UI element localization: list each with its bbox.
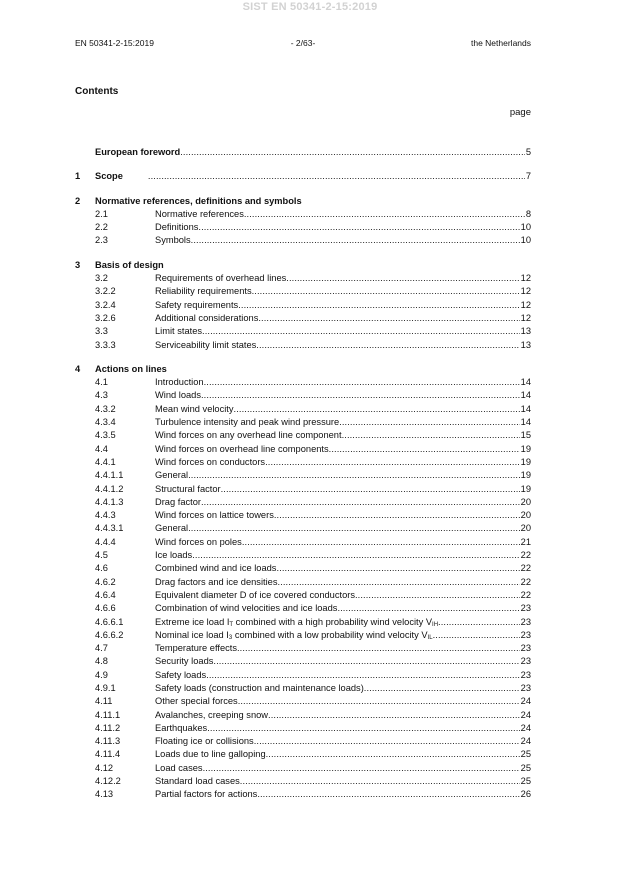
toc-title: Other special forces xyxy=(155,696,238,707)
toc-section-number: 3.3 xyxy=(95,326,108,337)
toc-leader-dots xyxy=(240,775,520,788)
toc-page-number: 13 xyxy=(520,339,531,350)
toc-title: Combination of wind velocities and ice loads xyxy=(155,603,338,614)
toc-title: Extreme ice load $I_T$ combined with a high probability wind velocity $V_{IH}$ xyxy=(155,616,439,628)
toc-section-number: 4.4.1.2 xyxy=(95,483,124,494)
toc-title: Turbulence intensity and peak wind pressure xyxy=(155,417,340,428)
toc-page-number: 20 xyxy=(520,523,531,534)
toc-leader-dots xyxy=(256,339,519,352)
toc-leader-dots xyxy=(237,642,520,655)
toc-title: Normative references xyxy=(155,208,244,219)
header-page-number: - 2/63- xyxy=(290,38,316,48)
toc-section-number: 4.8 xyxy=(95,656,108,667)
toc-entry[interactable] xyxy=(75,616,531,629)
toc-title: Nominal ice load $I_3$ combined with a low probability wind velocity $V_{IL}$ xyxy=(155,629,433,641)
toc-title: Symbols xyxy=(155,235,191,246)
toc-chapter-number: 2 xyxy=(75,195,81,206)
toc-section-number: 4.6.6 xyxy=(95,603,116,614)
toc-leader-dots xyxy=(180,146,525,159)
toc-title: Loads due to line galloping xyxy=(155,749,266,760)
toc-section-number: 4.4.1.3 xyxy=(95,496,124,507)
toc-entry[interactable] xyxy=(75,682,531,695)
toc-entry[interactable] xyxy=(75,629,531,642)
toc-title: Normative references, definitions and symbols xyxy=(95,195,302,206)
toc-entry[interactable] xyxy=(75,339,531,352)
toc-title: Standard load cases xyxy=(155,776,240,787)
toc-section-number: 4.9 xyxy=(95,669,108,680)
toc-leader-dots xyxy=(355,589,520,602)
toc-leader-dots xyxy=(286,272,519,285)
toc-section-number: 4.3.4 xyxy=(95,417,116,428)
toc-leader-dots xyxy=(265,456,520,469)
header-standard-id: EN 50341-2-15:2019 xyxy=(75,38,154,48)
toc-entry[interactable] xyxy=(75,285,531,298)
toc-leader-dots xyxy=(342,429,520,442)
toc-section-number: 4.7 xyxy=(95,643,108,654)
toc-entry[interactable] xyxy=(75,576,531,589)
toc-section-number: 4.11.4 xyxy=(95,749,121,760)
toc-title: Wind forces on lattice towers xyxy=(155,510,274,521)
toc-title: Definitions xyxy=(155,222,199,233)
toc-page-number: 24 xyxy=(520,722,531,733)
toc-page-number: 24 xyxy=(520,709,531,720)
toc-section-number: 4.6.6.2 xyxy=(95,629,124,640)
toc-entry[interactable] xyxy=(75,416,531,429)
toc-leader-dots xyxy=(257,788,519,801)
toc-section-number: 4.4.3.1 xyxy=(95,523,124,534)
toc-entry[interactable] xyxy=(75,642,531,655)
toc-page-number: 15 xyxy=(520,430,531,441)
toc-leader-dots xyxy=(203,762,520,775)
toc-page-number: 22 xyxy=(520,550,531,561)
toc-entry[interactable] xyxy=(75,669,531,682)
toc-section-number: 4.4.4 xyxy=(95,536,116,547)
toc-title: Combined wind and ice loads xyxy=(155,563,277,574)
toc-section-number: 3.2.6 xyxy=(95,312,116,323)
toc-entry[interactable] xyxy=(75,221,531,234)
toc-title: Basis of design xyxy=(95,259,164,270)
toc-leader-dots xyxy=(433,629,520,642)
toc-entry[interactable] xyxy=(75,299,531,312)
toc-title: Temperature effects xyxy=(155,643,237,654)
toc-entry[interactable] xyxy=(75,602,531,615)
toc-section-number: 4.4.1.1 xyxy=(95,470,124,481)
toc-page-number: 20 xyxy=(520,496,531,507)
toc-entry[interactable] xyxy=(75,272,531,285)
toc-entry[interactable] xyxy=(75,208,531,221)
toc-entry[interactable] xyxy=(75,549,531,562)
toc-leader-dots xyxy=(191,234,520,247)
toc-title: Introduction xyxy=(155,377,204,388)
toc-leader-dots xyxy=(238,695,520,708)
toc-entry[interactable] xyxy=(75,483,531,496)
toc-leader-dots xyxy=(329,443,520,456)
toc-entry[interactable] xyxy=(75,443,531,456)
toc-section-number: 4.4 xyxy=(95,443,108,454)
toc-entry[interactable] xyxy=(75,709,531,722)
toc-page-number: 21 xyxy=(520,536,531,547)
toc-leader-dots xyxy=(277,576,519,589)
toc-page-number: 14 xyxy=(520,377,531,388)
toc-entry[interactable] xyxy=(75,536,531,549)
toc-leader-dots xyxy=(188,522,520,535)
table-of-contents xyxy=(75,146,531,802)
toc-page-number: 19 xyxy=(520,456,531,467)
toc-section-number: 3.2.2 xyxy=(95,286,116,297)
page-column-label: page xyxy=(509,107,531,118)
toc-section-number: 4.1 xyxy=(95,377,108,388)
toc-title: Ice loads xyxy=(155,550,193,561)
toc-leader-dots xyxy=(188,469,520,482)
toc-leader-dots xyxy=(438,616,520,629)
toc-entry[interactable] xyxy=(75,403,531,416)
toc-title: Partial factors for actions xyxy=(155,789,258,800)
toc-leader-dots xyxy=(339,416,520,429)
toc-section-number: 4.13 xyxy=(95,789,114,800)
toc-leader-dots xyxy=(201,496,520,509)
toc-section-number: 4.6.4 xyxy=(95,589,116,600)
toc-entry[interactable] xyxy=(75,695,531,708)
toc-page-number: 12 xyxy=(520,273,531,284)
toc-leader-dots xyxy=(201,389,520,402)
toc-title: Scope xyxy=(95,171,123,182)
toc-title: Drag factors and ice densities xyxy=(155,576,278,587)
toc-page-number: 20 xyxy=(520,510,531,521)
toc-section-number: 3.3.3 xyxy=(95,339,116,350)
toc-title: Avalanches, creeping snow xyxy=(155,709,269,720)
toc-leader-dots xyxy=(202,325,520,338)
toc-section-number: 4.12.2 xyxy=(95,776,121,787)
toc-section-number: 2.1 xyxy=(95,208,108,219)
toc-page-number: 19 xyxy=(520,443,531,454)
toc-page-number: 25 xyxy=(520,776,531,787)
toc-page-number: 24 xyxy=(520,736,531,747)
toc-section-number: 4.4.3 xyxy=(95,510,116,521)
toc-page-number: 23 xyxy=(520,616,531,627)
toc-entry[interactable] xyxy=(75,325,531,338)
toc-page-number: 24 xyxy=(520,696,531,707)
toc-title: Wind forces on conductors xyxy=(155,456,266,467)
toc-title: Safety requirements xyxy=(155,299,239,310)
toc-section-number: 4.3 xyxy=(95,390,108,401)
toc-page-number: 14 xyxy=(520,417,531,428)
toc-entry[interactable] xyxy=(75,456,531,469)
toc-title: Reliability requirements xyxy=(155,286,252,297)
toc-title: Equivalent diameter D of ice covered conductors xyxy=(155,589,355,600)
toc-page-number: 7 xyxy=(525,171,531,182)
toc-title: European foreword xyxy=(95,147,181,157)
page-header xyxy=(75,38,531,50)
toc-leader-dots xyxy=(242,536,520,549)
toc-page-number: 23 xyxy=(520,629,531,640)
toc-leader-dots xyxy=(207,722,519,735)
toc-entry[interactable] xyxy=(75,735,531,748)
toc-leader-dots xyxy=(258,312,519,325)
toc-title: Requirements of overhead lines xyxy=(155,273,287,284)
toc-title: Mean wind velocity xyxy=(155,403,234,414)
toc-page-number: 5 xyxy=(525,147,531,157)
toc-title: General xyxy=(155,523,189,534)
toc-section-number: 4.3.5 xyxy=(95,430,116,441)
toc-title: Safety loads xyxy=(155,669,207,680)
toc-entry[interactable] xyxy=(75,170,531,183)
toc-section-number: 4.4.1 xyxy=(95,456,116,467)
toc-entry[interactable] xyxy=(75,259,531,272)
toc-title: Security loads xyxy=(155,656,214,667)
toc-page-number: 22 xyxy=(520,576,531,587)
contents-heading: Contents xyxy=(75,86,119,97)
toc-page-number: 12 xyxy=(520,286,531,297)
toc-entry[interactable] xyxy=(75,496,531,509)
header-country: the Netherlands xyxy=(470,38,531,48)
toc-leader-dots xyxy=(266,748,520,761)
toc-section-number: 4.12 xyxy=(95,762,114,773)
toc-entry[interactable] xyxy=(75,589,531,602)
toc-entry[interactable] xyxy=(75,312,531,325)
toc-page-number: 12 xyxy=(520,312,531,323)
toc-title: Wind forces on any overhead line component xyxy=(155,430,342,441)
toc-page-number: 23 xyxy=(520,643,531,654)
toc-leader-dots xyxy=(252,285,520,298)
toc-title: Additional considerations xyxy=(155,312,259,323)
toc-section-number: 3.2 xyxy=(95,273,108,284)
toc-entry[interactable] xyxy=(75,788,531,801)
toc-entry[interactable] xyxy=(75,522,531,535)
toc-entry[interactable] xyxy=(75,146,531,159)
toc-entry[interactable] xyxy=(75,509,531,522)
toc-section-number: 2.2 xyxy=(95,222,108,233)
toc-entry[interactable] xyxy=(75,469,531,482)
toc-entry[interactable] xyxy=(75,562,531,575)
toc-leader-dots xyxy=(274,509,520,522)
toc-title: Limit states xyxy=(155,326,203,337)
toc-section-number: 4.3.2 xyxy=(95,403,116,414)
toc-page-number: 10 xyxy=(520,222,531,233)
watermark: SIST EN 50341-2-15:2019 xyxy=(242,1,378,13)
toc-page-number: 25 xyxy=(520,749,531,760)
toc-section-number: 4.11.2 xyxy=(95,722,121,733)
toc-chapter-number: 3 xyxy=(75,259,81,270)
toc-title: Earthquakes xyxy=(155,722,208,733)
toc-leader-dots xyxy=(192,549,519,562)
toc-entry[interactable] xyxy=(75,389,531,402)
toc-title: Wind forces on poles xyxy=(155,536,242,547)
toc-title: Structural factor xyxy=(155,483,221,494)
toc-entry[interactable] xyxy=(75,234,531,247)
toc-page-number: 26 xyxy=(520,789,531,800)
toc-page-number: 23 xyxy=(520,603,531,614)
toc-leader-dots xyxy=(204,376,520,389)
toc-section-number: 4.9.1 xyxy=(95,682,116,693)
toc-title: Floating ice or collisions xyxy=(155,736,254,747)
toc-title: Serviceability limit states xyxy=(155,339,257,350)
toc-leader-dots xyxy=(213,655,519,668)
toc-page-number: 19 xyxy=(520,483,531,494)
toc-leader-dots xyxy=(238,299,519,312)
toc-section-number: 4.5 xyxy=(95,550,108,561)
toc-leader-dots xyxy=(337,602,519,615)
toc-section-number: 4.6.6.1 xyxy=(95,616,124,627)
toc-page-number: 14 xyxy=(520,403,531,414)
toc-page-number: 23 xyxy=(520,682,531,693)
toc-section-number: 4.6.2 xyxy=(95,576,116,587)
toc-leader-dots xyxy=(254,735,520,748)
toc-section-number: 4.11.3 xyxy=(95,736,121,747)
toc-leader-dots xyxy=(276,562,519,575)
toc-entry[interactable] xyxy=(75,195,531,208)
toc-page-number: 23 xyxy=(520,656,531,667)
toc-page-number: 8 xyxy=(525,208,531,219)
toc-page-number: 25 xyxy=(520,762,531,773)
toc-section-number: 4.6 xyxy=(95,563,108,574)
toc-page-number: 23 xyxy=(520,669,531,680)
toc-section-number: 3.2.4 xyxy=(95,299,116,310)
toc-leader-dots xyxy=(364,682,520,695)
toc-section-number: 4.11 xyxy=(95,696,113,707)
toc-page-number: 10 xyxy=(520,235,531,246)
toc-leader-dots xyxy=(234,403,520,416)
toc-title: General xyxy=(155,470,189,481)
toc-entry[interactable] xyxy=(75,429,531,442)
toc-entry[interactable] xyxy=(75,762,531,775)
toc-leader-dots xyxy=(221,483,520,496)
toc-section-number: 2.3 xyxy=(95,235,108,246)
toc-leader-dots xyxy=(148,170,525,183)
toc-page-number: 19 xyxy=(520,470,531,481)
toc-page-number: 22 xyxy=(520,563,531,574)
toc-title: Drag factor xyxy=(155,496,201,507)
toc-entry[interactable] xyxy=(75,775,531,788)
toc-entry[interactable] xyxy=(75,363,531,376)
toc-title: Wind loads xyxy=(155,390,201,401)
toc-page-number: 14 xyxy=(520,390,531,401)
toc-entry[interactable] xyxy=(75,748,531,761)
toc-leader-dots xyxy=(198,221,519,234)
toc-entry[interactable] xyxy=(75,376,531,389)
toc-section-number: 4.11.1 xyxy=(95,709,121,720)
toc-title: Actions on lines xyxy=(95,363,167,374)
toc-page-number: 13 xyxy=(520,326,531,337)
toc-leader-dots xyxy=(206,669,519,682)
toc-chapter-number: 1 xyxy=(75,171,81,182)
toc-entry[interactable] xyxy=(75,655,531,668)
toc-entry[interactable] xyxy=(75,722,531,735)
toc-title: Load cases xyxy=(155,762,203,773)
toc-title: Safety loads (construction and maintenance loads) xyxy=(155,682,364,693)
toc-leader-dots xyxy=(268,709,520,722)
toc-page-number: 12 xyxy=(520,299,531,310)
toc-leader-dots xyxy=(244,208,525,221)
toc-chapter-number: 4 xyxy=(75,363,81,374)
toc-title: Wind forces on overhead line components xyxy=(155,443,329,454)
toc-page-number: 22 xyxy=(520,589,531,600)
